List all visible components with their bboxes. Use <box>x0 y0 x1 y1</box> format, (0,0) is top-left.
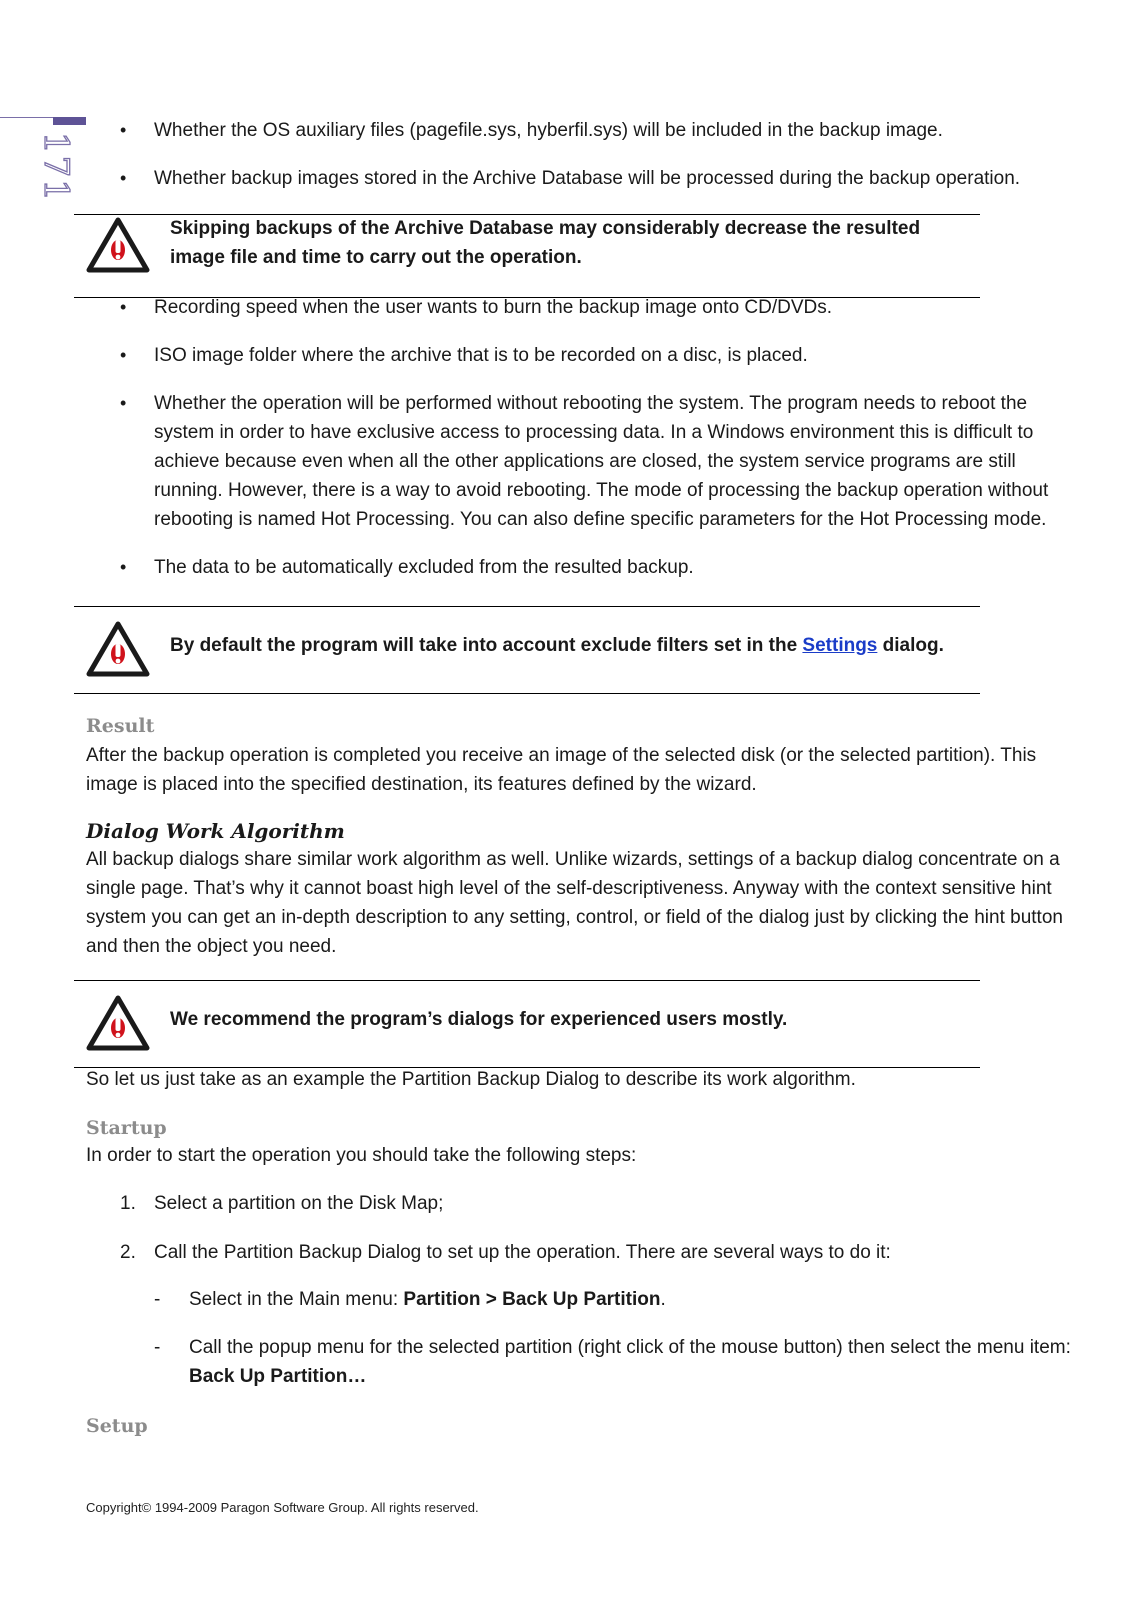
section-heading-setup: Setup <box>86 1415 148 1437</box>
warning-text-part: By default the program will take into account exclude filters set in the <box>170 635 803 656</box>
warning-triangle-icon <box>86 621 150 677</box>
footer-copyright: Copyright© 1994-2009 Paragon Software Group. All rights reserved. <box>86 1500 479 1515</box>
page-tab-bar <box>53 117 86 125</box>
warning-triangle-icon <box>86 217 150 273</box>
dash-text: . <box>660 1289 666 1310</box>
step-number: 1. <box>120 1193 136 1214</box>
warning-text <box>170 631 960 660</box>
list-item: • Whether the OS auxiliary files (pagefile.sys, hyberfil.sys) will be included in the backup image. <box>120 116 1080 145</box>
dash-text: Select in the Main menu: <box>189 1289 404 1310</box>
paragraph: All backup dialogs share similar work algorithm as well. Unlike wizards, settings of a backup dialog concentrate on a single page. That’s why it cannot boast high level of the self-descriptiveness. Anyway with the context sensitive hint system you can get an in-depth description to any setting, control, or field of the dialog just by clicking the hint button and then the object you need. <box>86 849 1063 957</box>
section-heading-algorithm: Dialog Work Algorithm <box>86 819 345 843</box>
warning-note <box>74 606 980 694</box>
warning-note <box>74 980 980 1068</box>
settings-link[interactable]: Settings <box>802 635 878 656</box>
warning-note <box>74 214 980 298</box>
section-heading-startup: Startup <box>86 1117 167 1139</box>
dash-item <box>154 1333 1074 1391</box>
step-text: Call the Partition Backup Dialog to set up the operation. There are several ways to do it: <box>154 1242 891 1263</box>
step-number: 2. <box>120 1242 136 1263</box>
numbered-item <box>120 1238 1080 1267</box>
page-number: 171 <box>36 132 76 203</box>
paragraph: After the backup operation is completed you receive an image of the selected disk (or the selected partition). This image is placed into the specified destination, its features defined by the wizard. <box>86 745 1037 795</box>
list-item: • ISO image folder where the archive that is to be recorded on a disc, is placed. <box>120 341 1080 370</box>
dash-mark: - <box>154 1337 161 1358</box>
warning-triangle-icon <box>86 995 150 1051</box>
menu-item-name: Back Up Partition… <box>189 1366 367 1387</box>
list-item: • Whether the operation will be performed without rebooting the system. The program needs to reboot the system in order to have exclusive access to processing data. In a Windows environment this is difficult to achieve because even when all the other applications are closed, the system service programs are still running. However, there is a way to avoid rebooting. The mode of processing the backup operation without rebooting is named Hot Processing. You can also define specific parameters for the Hot Processing mode. <box>120 389 1080 534</box>
list-item: • The data to be automatically excluded from the resulted backup. <box>120 553 1080 582</box>
warning-text: We recommend the program’s dialogs for experienced users mostly. <box>170 1009 788 1030</box>
dash-mark: - <box>154 1289 161 1310</box>
dash-text: Call the popup menu for the selected partition (right click of the mouse button) then select the menu item: <box>189 1337 1071 1358</box>
section-heading-result: Result <box>86 715 155 737</box>
dash-item <box>154 1285 1074 1314</box>
warning-text-part: dialog. <box>877 635 944 656</box>
numbered-item <box>120 1189 1080 1218</box>
paragraph: In order to start the operation you should take the following steps: <box>86 1145 637 1166</box>
warning-text: Skipping backups of the Archive Database may considerably decrease the resulted image file and time to carry out the operation. <box>170 218 921 268</box>
paragraph: So let us just take as an example the Partition Backup Dialog to describe its work algorithm. <box>86 1069 856 1090</box>
menu-path: Partition > Back Up Partition <box>403 1289 661 1310</box>
list-item: • Whether backup images stored in the Archive Database will be processed during the backup operation. <box>120 164 1080 193</box>
list-item: • Recording speed when the user wants to burn the backup image onto CD/DVDs. <box>120 293 1080 322</box>
step-text: Select a partition on the Disk Map; <box>154 1193 444 1214</box>
